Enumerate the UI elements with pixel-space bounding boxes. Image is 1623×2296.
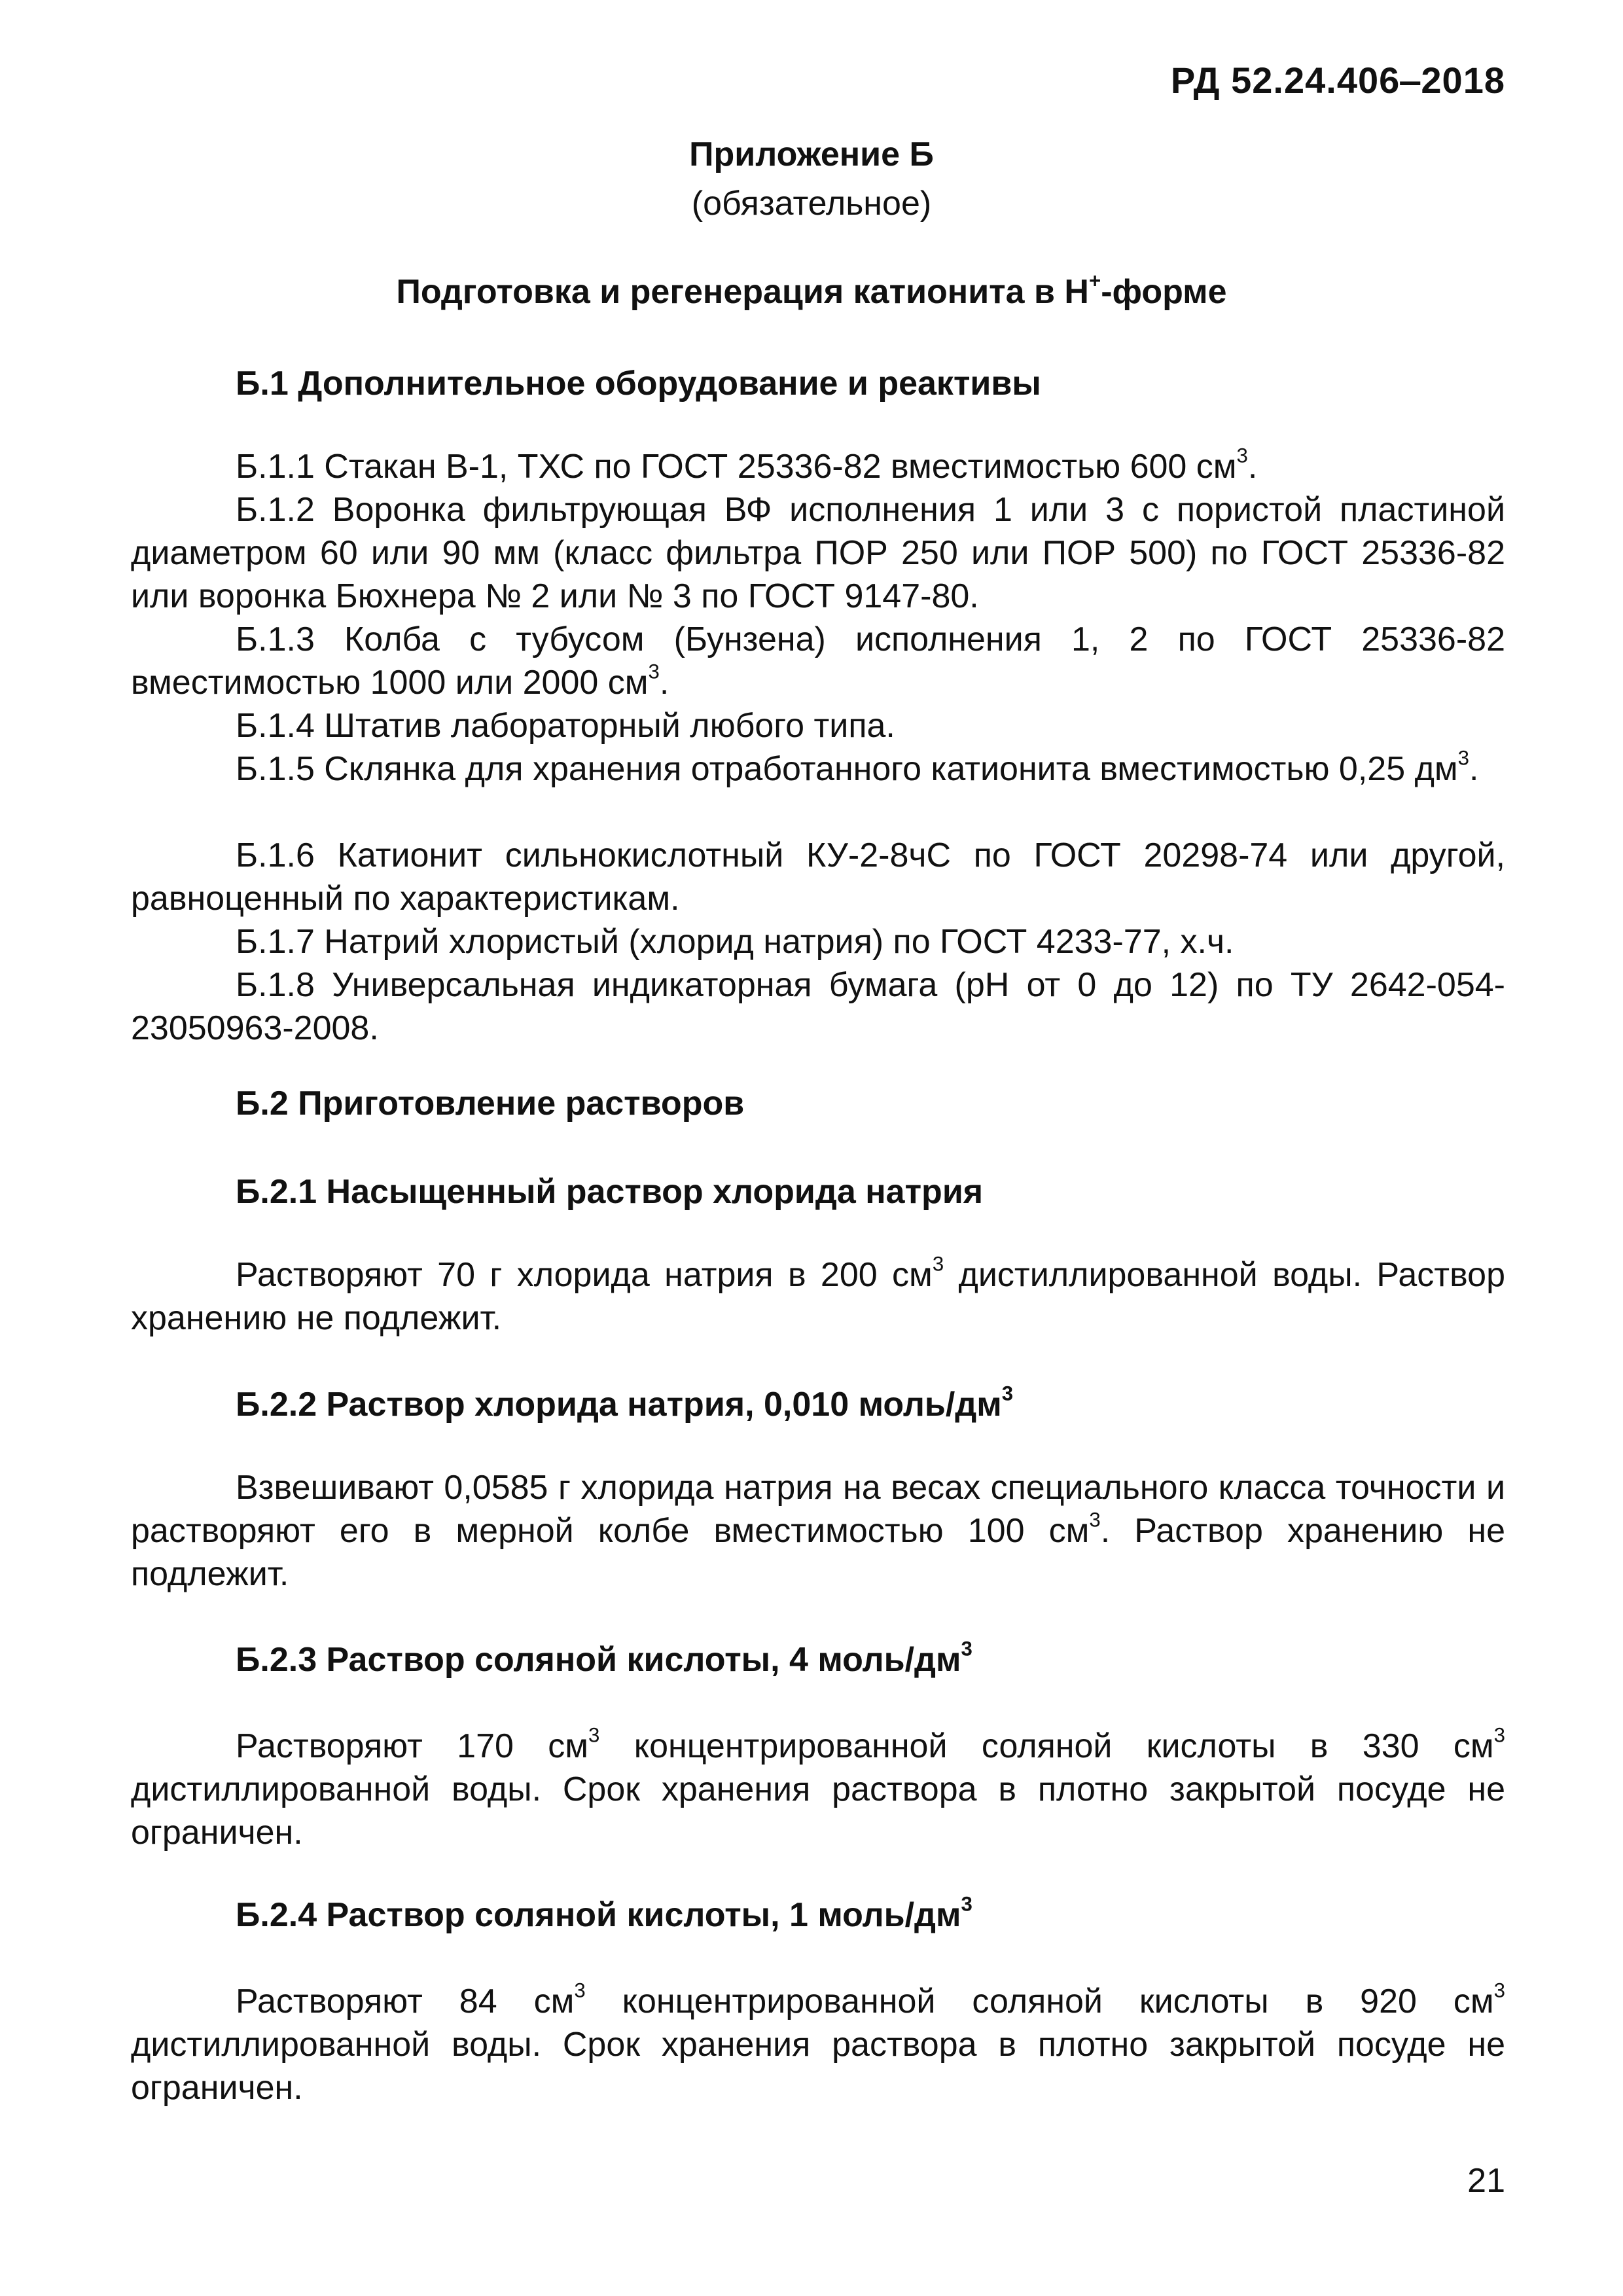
item-b113-text: Б.1.3 Колба с тубусом (Бунзена) исполнения 1, 2 по ГОСТ 25336-82 вместимостью 1000 или 2000 см: [131, 620, 1505, 702]
item-b113: [131, 618, 1505, 704]
subsection-b22-text: [131, 1466, 1505, 1596]
item-b115: [131, 747, 1505, 791]
b24-superscript-2: 3: [1493, 1979, 1505, 2002]
b24-text-b: концентрированной соляной кислоты в 920 см: [585, 1982, 1494, 2020]
item-b114: [131, 704, 1505, 747]
subsection-b22-heading: [236, 1382, 1014, 1424]
subsection-b24-heading: [236, 1892, 972, 1934]
page-number: 21: [1467, 2162, 1505, 2200]
b22-text: Взвешивают 0,0585 г хлорида натрия на весах специального класса точности и растворяют его в мерной колбе вместимостью 100 см: [131, 1469, 1505, 1550]
item-b118-text: Б.1.8 Универсальная индикаторная бумага (рН от 0 до 12) по ТУ 2642-054-23050963-2008.: [131, 966, 1505, 1047]
b23-text-c: дистиллированной воды. Срок хранения раствора в плотно закрытой посуде не ограничен.: [131, 1770, 1505, 1852]
item-b111: [131, 445, 1505, 488]
b22-text-suffix: . Раствор хранению не подлежит.: [131, 1512, 1505, 1593]
b21-superscript: 3: [932, 1252, 944, 1276]
item-b115-text: Б.1.5 Склянка для хранения отработанного катионита вместимостью 0,25 дм: [236, 750, 1458, 788]
b23-text-b: концентрированной соляной кислоты в 330 см: [599, 1727, 1494, 1765]
main-title-superscript: +: [1088, 269, 1101, 293]
b24-heading-superscript: 3: [961, 1892, 972, 1916]
b23-superscript-1: 3: [588, 1723, 600, 1747]
b24-text-a: Растворяют 84 см: [236, 1982, 575, 2020]
b24-heading-text: Б.2.4 Раствор соляной кислоты, 1 моль/дм: [236, 1896, 961, 1934]
b22-heading-text: Б.2.2 Раствор хлорида натрия, 0,010 моль/дм: [236, 1386, 1002, 1424]
item-b112: [131, 488, 1505, 618]
b24-superscript-1: 3: [574, 1979, 586, 2002]
b23-text-a: Растворяют 170 см: [236, 1727, 589, 1765]
item-b115-superscript: 3: [1457, 746, 1470, 770]
item-b117: [131, 920, 1505, 963]
appendix-status: (обязательное): [691, 185, 932, 223]
item-b117-text: Б.1.7 Натрий хлористый (хлорид натрия) по ГОСТ 4233-77, х.ч.: [236, 923, 1234, 961]
item-b118: [131, 963, 1505, 1050]
b21-text-suffix: дистиллированной воды. Раствор хранению не подлежит.: [131, 1256, 1505, 1337]
main-title-suffix: -форме: [1101, 273, 1227, 311]
section-b2-heading: Б.2 Приготовление растворов: [236, 1085, 745, 1122]
subsection-b21-text: [131, 1253, 1505, 1340]
item-b116: [131, 834, 1505, 920]
section-b1-heading: Б.1 Дополнительное оборудование и реактивы: [236, 365, 1041, 403]
b23-heading-superscript: 3: [961, 1637, 972, 1660]
b21-text: Растворяют 70 г хлорида натрия в 200 см: [236, 1256, 933, 1294]
item-b111-superscript: 3: [1236, 444, 1248, 467]
item-b113-superscript: 3: [648, 660, 660, 683]
item-b116-text: Б.1.6 Катионит сильнокислотный КУ-2-8чС по ГОСТ 20298-74 или другой, равноценный по характеристикам.: [131, 836, 1505, 918]
b23-heading-text: Б.2.3 Раствор соляной кислоты, 4 моль/дм: [236, 1641, 961, 1679]
b23-superscript-2: 3: [1493, 1723, 1505, 1747]
subsection-b23-heading: [236, 1637, 972, 1679]
item-b111-text: Б.1.1 Стакан В-1, ТХС по ГОСТ 25336-82 вместимостью 600 см: [236, 448, 1237, 486]
item-b114-text: Б.1.4 Штатив лабораторный любого типа.: [236, 707, 895, 745]
b22-superscript: 3: [1089, 1508, 1101, 1532]
item-b111-suffix: .: [1247, 448, 1258, 486]
main-title-text: Подготовка и регенерация катионита в Н: [396, 273, 1089, 311]
b24-text-c: дистиллированной воды. Срок хранения раствора в плотно закрытой посуде не ограничен.: [131, 2026, 1505, 2107]
subsection-b24-text: [131, 1980, 1505, 2109]
item-b115-suffix: .: [1469, 750, 1479, 788]
appendix-main-title: [0, 269, 1623, 311]
item-b112-text: Б.1.2 Воронка фильтрующая ВФ исполнения 1 или 3 с пористой пластиной диаметром 60 или 90 мм (класс фильтра ПОР 250 или ПОР 500) по ГОСТ 25336-82 или воронка Бюхнера № 2 или № 3 по ГОСТ 9147-80.: [131, 491, 1505, 615]
subsection-b21-heading: Б.2.1 Насыщенный раствор хлорида натрия: [236, 1173, 984, 1211]
document-code: РД 52.24.406‒2018: [1170, 60, 1505, 101]
b22-heading-superscript: 3: [1001, 1382, 1014, 1405]
item-b113-suffix: .: [659, 664, 669, 702]
appendix-title: Приложение Б: [689, 135, 934, 173]
subsection-b23-text: [131, 1725, 1505, 1854]
